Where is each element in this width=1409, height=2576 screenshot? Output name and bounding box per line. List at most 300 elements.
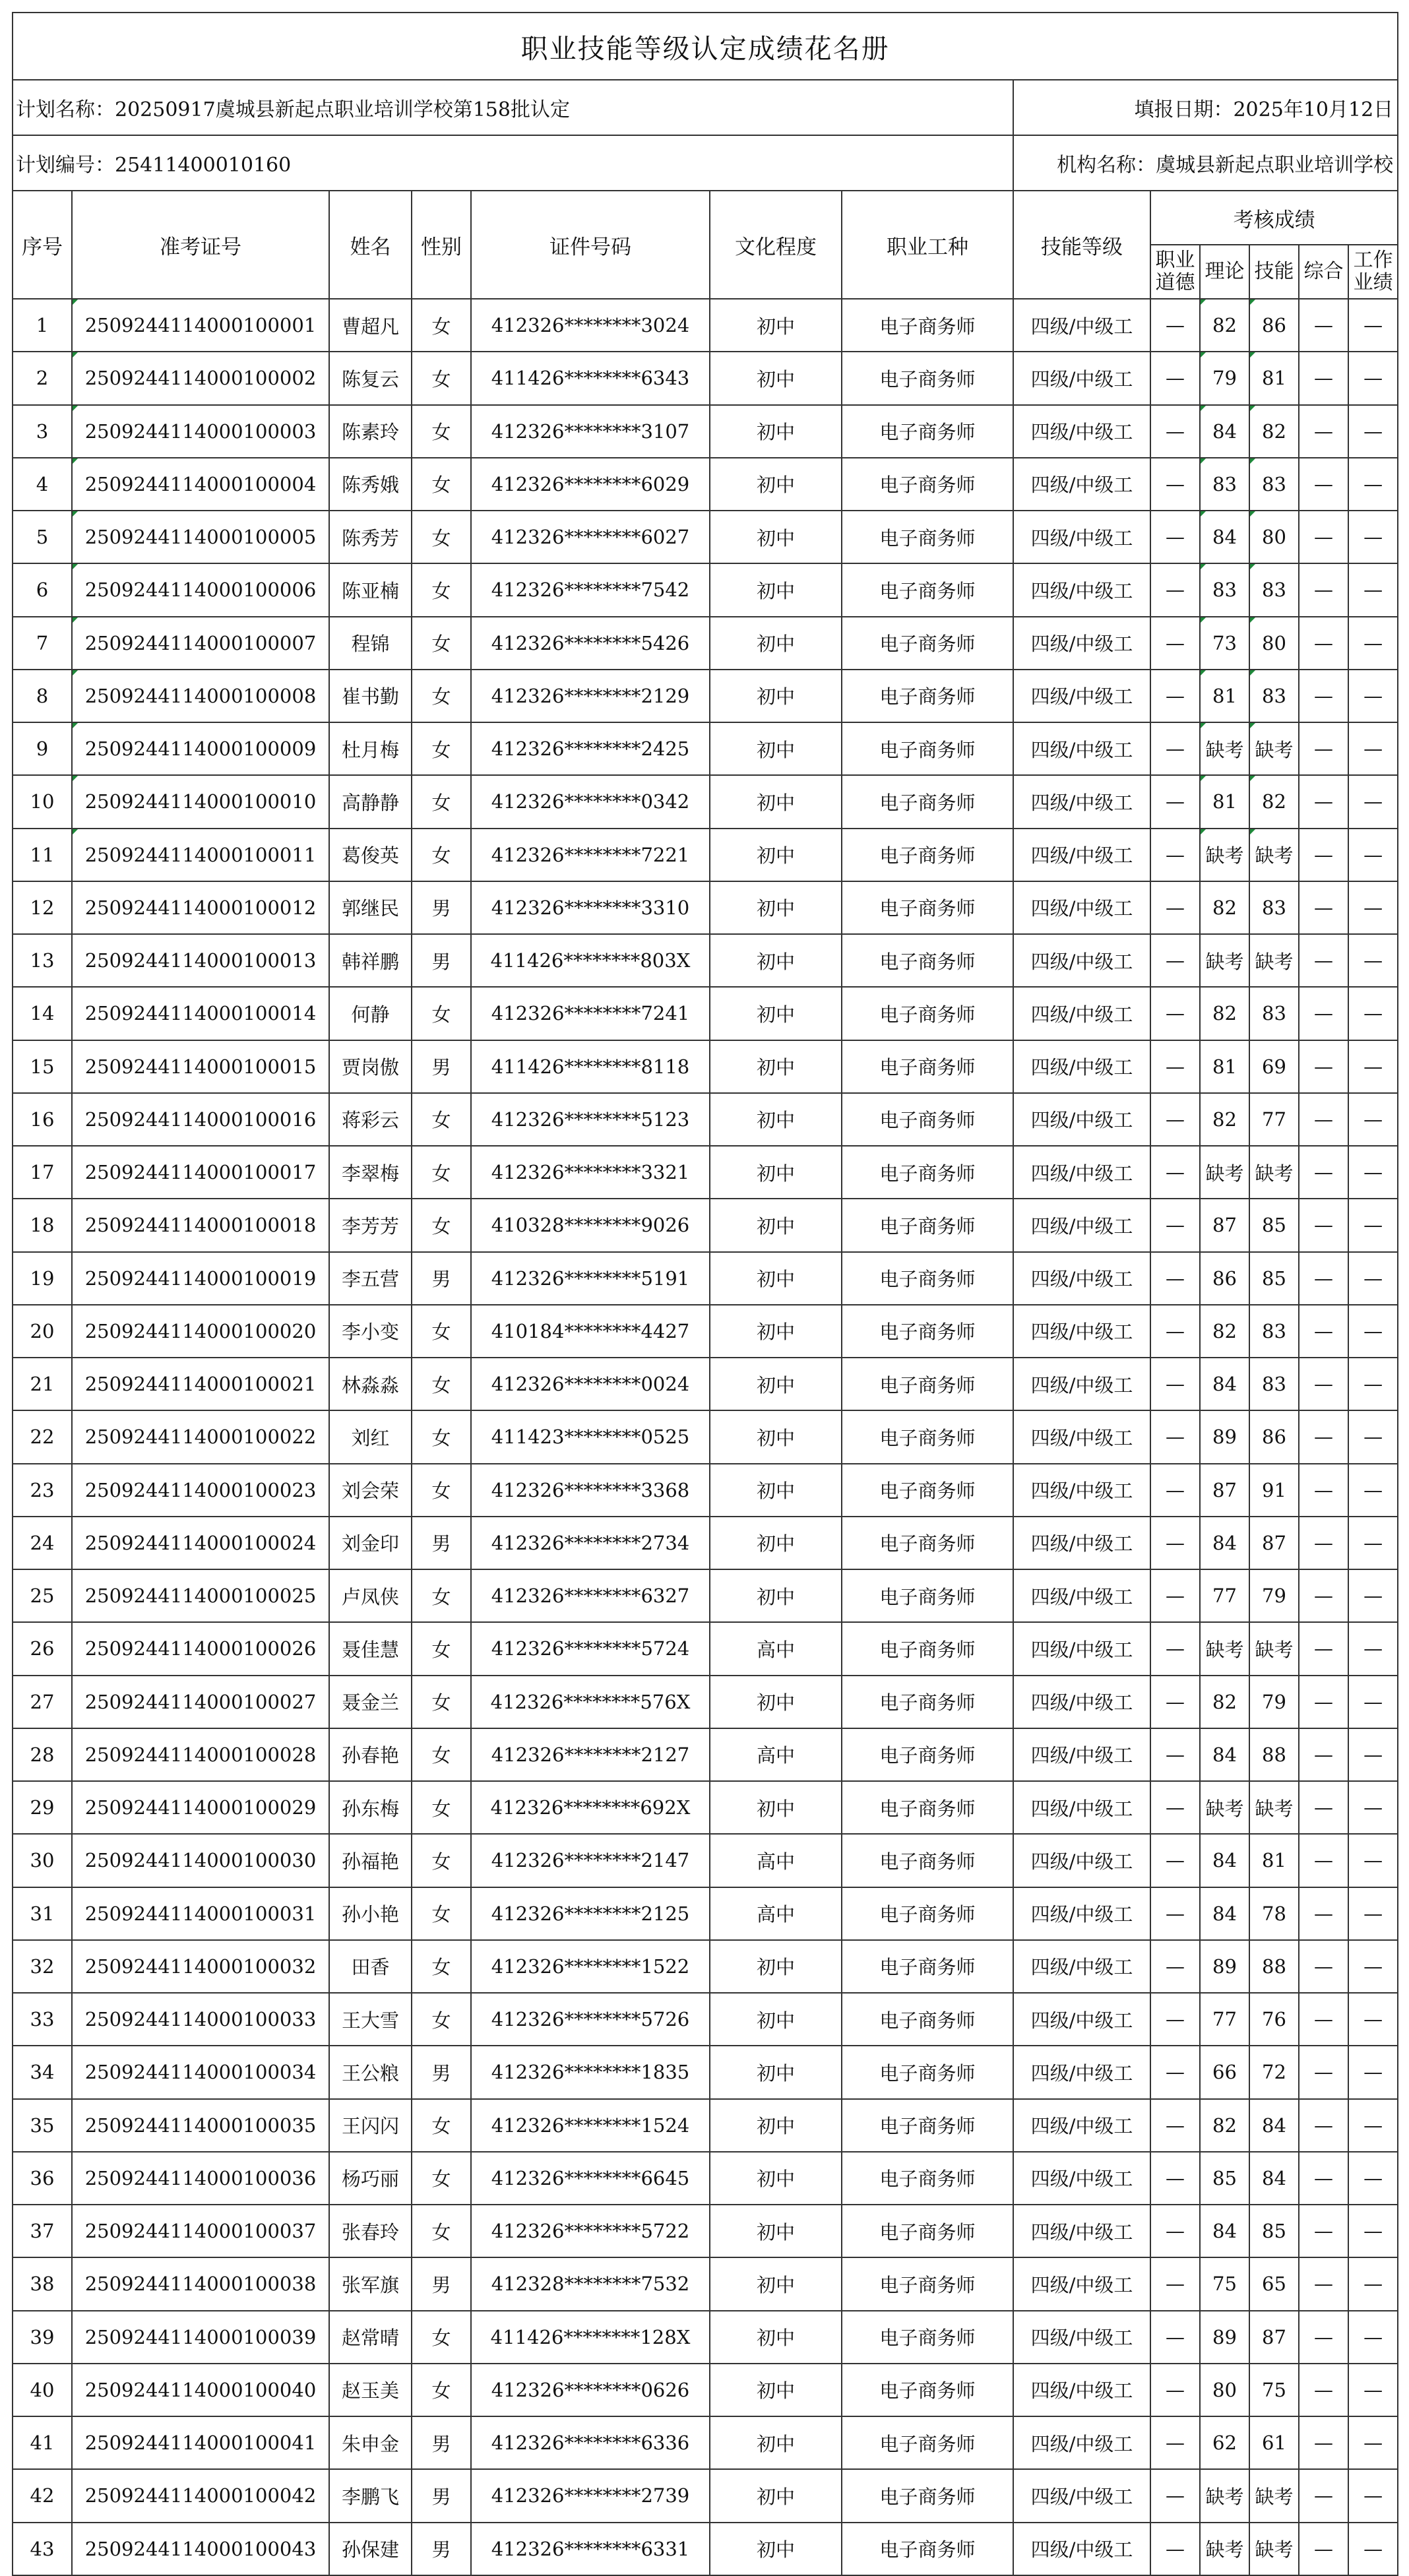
cell-performance: — [1348, 987, 1398, 1040]
cell-exam-no: 2509244114000100006 [72, 563, 329, 616]
cell-occupation: 电子商务师 [842, 1464, 1013, 1517]
cell-skill: 83 [1249, 987, 1299, 1040]
table-row [13, 2152, 1398, 2205]
cell-occupation: 电子商务师 [842, 405, 1013, 458]
cell-comprehensive: — [1299, 1728, 1348, 1781]
column-header-id-no: 证件号码 [471, 191, 710, 299]
cell-theory: 缺考 [1200, 2523, 1249, 2575]
cell-theory: 缺考 [1200, 1146, 1249, 1199]
table-row [13, 987, 1398, 1040]
cell-comprehensive: — [1299, 2311, 1348, 2364]
cell-seq: 12 [13, 881, 72, 934]
cell-comprehensive: — [1299, 1305, 1348, 1358]
cell-education: 初中 [710, 829, 842, 881]
cell-occupation: 电子商务师 [842, 722, 1013, 775]
cell-theory: 缺考 [1200, 1781, 1249, 1834]
table-row [13, 1781, 1398, 1834]
column-header-exam-no: 准考证号 [72, 191, 329, 299]
cell-seq: 23 [13, 1464, 72, 1517]
cell-education: 初中 [710, 670, 842, 722]
cell-ethics: — [1150, 1305, 1200, 1358]
cell-gender: 女 [412, 1622, 471, 1675]
cell-performance: — [1348, 1305, 1398, 1358]
cell-education: 高中 [710, 1622, 842, 1675]
cell-seq: 38 [13, 2257, 72, 2310]
cell-theory: 87 [1200, 1464, 1249, 1517]
table-row [13, 670, 1398, 722]
cell-theory: 77 [1200, 1993, 1249, 2046]
cell-ethics: — [1150, 1569, 1200, 1622]
cell-skill: 87 [1249, 1517, 1299, 1569]
cell-seq: 43 [13, 2523, 72, 2575]
cell-id-no: 412326********5726 [471, 1993, 710, 2046]
cell-name: 杨巧丽 [329, 2152, 412, 2205]
cell-performance: — [1348, 881, 1398, 934]
cell-education: 初中 [710, 881, 842, 934]
cell-ethics: — [1150, 458, 1200, 511]
cell-theory: 缺考 [1200, 829, 1249, 881]
table-row [13, 2469, 1398, 2522]
cell-exam-no: 2509244114000100035 [72, 2099, 329, 2152]
cell-education: 初中 [710, 722, 842, 775]
cell-occupation: 电子商务师 [842, 563, 1013, 616]
cell-exam-no: 2509244114000100022 [72, 1410, 329, 1463]
cell-gender: 男 [412, 1517, 471, 1569]
cell-skill-level: 四级/中级工 [1013, 299, 1150, 352]
cell-ethics: — [1150, 1728, 1200, 1781]
cell-name: 郭继民 [329, 881, 412, 934]
cell-exam-no: 2509244114000100001 [72, 299, 329, 352]
cell-gender: 女 [412, 563, 471, 616]
cell-seq: 37 [13, 2205, 72, 2257]
cell-exam-no: 2509244114000100033 [72, 1993, 329, 2046]
cell-occupation: 电子商务师 [842, 1305, 1013, 1358]
cell-performance: — [1348, 1622, 1398, 1675]
cell-seq: 6 [13, 563, 72, 616]
cell-id-no: 412326********7221 [471, 829, 710, 881]
table-row [13, 829, 1398, 881]
cell-seq: 11 [13, 829, 72, 881]
cell-skill: 83 [1249, 563, 1299, 616]
cell-theory: 80 [1200, 2364, 1249, 2416]
cell-seq: 25 [13, 1569, 72, 1622]
cell-seq: 8 [13, 670, 72, 722]
cell-theory: 82 [1200, 1676, 1249, 1728]
cell-exam-no: 2509244114000100039 [72, 2311, 329, 2364]
cell-gender: 男 [412, 1040, 471, 1093]
table-row [13, 1940, 1398, 1993]
cell-name: 卢凤侠 [329, 1569, 412, 1622]
cell-gender: 女 [412, 1464, 471, 1517]
cell-occupation: 电子商务师 [842, 1622, 1013, 1675]
cell-occupation: 电子商务师 [842, 1146, 1013, 1199]
cell-performance: — [1348, 458, 1398, 511]
cell-exam-no: 2509244114000100032 [72, 1940, 329, 1993]
table-row [13, 2099, 1398, 2152]
table-row [13, 1093, 1398, 1146]
cell-comprehensive: — [1299, 1569, 1348, 1622]
cell-id-no: 412326********3368 [471, 1464, 710, 1517]
cell-name: 孙保建 [329, 2523, 412, 2575]
cell-comprehensive: — [1299, 2205, 1348, 2257]
cell-skill-level: 四级/中级工 [1013, 1464, 1150, 1517]
cell-skill: 75 [1249, 2364, 1299, 2416]
cell-ethics: — [1150, 987, 1200, 1040]
cell-skill-level: 四级/中级工 [1013, 2523, 1150, 2575]
cell-seq: 13 [13, 934, 72, 987]
column-header-skill-level: 技能等级 [1013, 191, 1150, 299]
column-header-comprehensive: 综合 [1299, 245, 1348, 299]
cell-theory: 82 [1200, 987, 1249, 1040]
cell-occupation: 电子商务师 [842, 1358, 1013, 1410]
cell-comprehensive: — [1299, 563, 1348, 616]
cell-id-no: 411426********128X [471, 2311, 710, 2364]
cell-theory: 66 [1200, 2046, 1249, 2098]
cell-exam-no: 2509244114000100026 [72, 1622, 329, 1675]
cell-name: 田香 [329, 1940, 412, 1993]
cell-seq: 4 [13, 458, 72, 511]
cell-theory: 82 [1200, 299, 1249, 352]
cell-ethics: — [1150, 2311, 1200, 2364]
cell-skill: 缺考 [1249, 1622, 1299, 1675]
cell-ethics: — [1150, 1676, 1200, 1728]
cell-occupation: 电子商务师 [842, 1569, 1013, 1622]
cell-education: 高中 [710, 1728, 842, 1781]
cell-skill: 83 [1249, 458, 1299, 511]
cell-comprehensive: — [1299, 775, 1348, 828]
table-row [13, 2311, 1398, 2364]
cell-comprehensive: — [1299, 1358, 1348, 1410]
cell-gender: 女 [412, 2099, 471, 2152]
cell-occupation: 电子商务师 [842, 1093, 1013, 1146]
cell-performance: — [1348, 1676, 1398, 1728]
cell-comprehensive: — [1299, 722, 1348, 775]
cell-comprehensive: — [1299, 1940, 1348, 1993]
cell-education: 初中 [710, 563, 842, 616]
cell-seq: 20 [13, 1305, 72, 1358]
cell-exam-no: 2509244114000100028 [72, 1728, 329, 1781]
cell-gender: 男 [412, 2523, 471, 2575]
cell-theory: 82 [1200, 2099, 1249, 2152]
cell-occupation: 电子商务师 [842, 458, 1013, 511]
cell-id-no: 412326********7241 [471, 987, 710, 1040]
cell-theory: 82 [1200, 1305, 1249, 1358]
cell-performance: — [1348, 405, 1398, 458]
cell-exam-no: 2509244114000100024 [72, 1517, 329, 1569]
cell-seq: 32 [13, 1940, 72, 1993]
cell-comprehensive: — [1299, 2416, 1348, 2469]
cell-skill: 81 [1249, 1834, 1299, 1887]
cell-education: 初中 [710, 511, 842, 563]
cell-seq: 17 [13, 1146, 72, 1199]
cell-name: 孙春艳 [329, 1728, 412, 1781]
cell-id-no: 412326********2734 [471, 1517, 710, 1569]
cell-ethics: — [1150, 829, 1200, 881]
cell-id-no: 412326********6327 [471, 1569, 710, 1622]
cell-id-no: 412326********5123 [471, 1093, 710, 1146]
table-row [13, 299, 1398, 352]
cell-skill-level: 四级/中级工 [1013, 1199, 1150, 1251]
cell-ethics: — [1150, 1199, 1200, 1251]
cell-seq: 30 [13, 1834, 72, 1887]
cell-skill-level: 四级/中级工 [1013, 1993, 1150, 2046]
cell-ethics: — [1150, 2046, 1200, 2098]
cell-theory: 84 [1200, 1834, 1249, 1887]
table-row [13, 1358, 1398, 1410]
cell-gender: 女 [412, 775, 471, 828]
cell-gender: 女 [412, 458, 471, 511]
cell-seq: 36 [13, 2152, 72, 2205]
cell-gender: 女 [412, 1834, 471, 1887]
cell-performance: — [1348, 2099, 1398, 2152]
cell-seq: 16 [13, 1093, 72, 1146]
table-row [13, 1728, 1398, 1781]
column-header-occupation: 职业工种 [842, 191, 1013, 299]
cell-ethics: — [1150, 1622, 1200, 1675]
table-row [13, 934, 1398, 987]
cell-occupation: 电子商务师 [842, 2311, 1013, 2364]
cell-seq: 3 [13, 405, 72, 458]
cell-exam-no: 2509244114000100007 [72, 617, 329, 670]
cell-id-no: 412326********2425 [471, 722, 710, 775]
cell-exam-no: 2509244114000100043 [72, 2523, 329, 2575]
cell-performance: — [1348, 934, 1398, 987]
cell-theory: 81 [1200, 1040, 1249, 1093]
cell-gender: 女 [412, 1728, 471, 1781]
cell-education: 初中 [710, 2152, 842, 2205]
column-header-gender: 性别 [412, 191, 471, 299]
cell-comprehensive: — [1299, 458, 1348, 511]
cell-seq: 41 [13, 2416, 72, 2469]
cell-exam-no: 2509244114000100037 [72, 2205, 329, 2257]
cell-skill-level: 四级/中级工 [1013, 1358, 1150, 1410]
cell-id-no: 411426********8118 [471, 1040, 710, 1093]
cell-skill: 缺考 [1249, 722, 1299, 775]
cell-comprehensive: — [1299, 1834, 1348, 1887]
cell-performance: — [1348, 2523, 1398, 2575]
cell-gender: 女 [412, 1146, 471, 1199]
cell-theory: 75 [1200, 2257, 1249, 2310]
cell-performance: — [1348, 1093, 1398, 1146]
cell-name: 李五营 [329, 1252, 412, 1305]
cell-theory: 79 [1200, 352, 1249, 404]
cell-id-no: 412326********2129 [471, 670, 710, 722]
cell-seq: 9 [13, 722, 72, 775]
table-row [13, 2364, 1398, 2416]
cell-id-no: 412326********2739 [471, 2469, 710, 2522]
cell-exam-no: 2509244114000100030 [72, 1834, 329, 1887]
fill-date: 填报日期：2025年10月12日 [1013, 80, 1398, 135]
cell-id-no: 412326********2127 [471, 1728, 710, 1781]
cell-exam-no: 2509244114000100034 [72, 2046, 329, 2098]
cell-skill-level: 四级/中级工 [1013, 722, 1150, 775]
cell-theory: 62 [1200, 2416, 1249, 2469]
cell-skill: 缺考 [1249, 1781, 1299, 1834]
cell-ethics: — [1150, 2364, 1200, 2416]
cell-id-no: 412326********6645 [471, 2152, 710, 2205]
cell-skill-level: 四级/中级工 [1013, 1305, 1150, 1358]
column-header-theory: 理论 [1200, 245, 1249, 299]
cell-exam-no: 2509244114000100011 [72, 829, 329, 881]
cell-education: 初中 [710, 2416, 842, 2469]
cell-name: 陈秀娥 [329, 458, 412, 511]
cell-skill: 72 [1249, 2046, 1299, 2098]
cell-id-no: 412326********0342 [471, 775, 710, 828]
cell-exam-no: 2509244114000100040 [72, 2364, 329, 2416]
cell-id-no: 412326********1522 [471, 1940, 710, 1993]
cell-theory: 84 [1200, 511, 1249, 563]
cell-occupation: 电子商务师 [842, 2469, 1013, 2522]
cell-ethics: — [1150, 1093, 1200, 1146]
cell-name: 陈亚楠 [329, 563, 412, 616]
column-header-scores: 考核成绩 [1150, 191, 1398, 245]
cell-ethics: — [1150, 1146, 1200, 1199]
cell-exam-no: 2509244114000100008 [72, 670, 329, 722]
cell-gender: 女 [412, 405, 471, 458]
cell-occupation: 电子商务师 [842, 1252, 1013, 1305]
cell-comprehensive: — [1299, 352, 1348, 404]
cell-occupation: 电子商务师 [842, 1410, 1013, 1463]
cell-theory: 缺考 [1200, 934, 1249, 987]
cell-id-no: 412326********5191 [471, 1252, 710, 1305]
cell-skill-level: 四级/中级工 [1013, 1887, 1150, 1940]
cell-skill: 83 [1249, 881, 1299, 934]
cell-education: 初中 [710, 1940, 842, 1993]
cell-education: 初中 [710, 1358, 842, 1410]
cell-performance: — [1348, 722, 1398, 775]
cell-comprehensive: — [1299, 2257, 1348, 2310]
cell-id-no: 412326********3024 [471, 299, 710, 352]
cell-theory: 缺考 [1200, 1622, 1249, 1675]
table-row [13, 458, 1398, 511]
cell-name: 王闪闪 [329, 2099, 412, 2152]
cell-occupation: 电子商务师 [842, 2205, 1013, 2257]
cell-exam-no: 2509244114000100042 [72, 2469, 329, 2522]
cell-occupation: 电子商务师 [842, 2152, 1013, 2205]
cell-exam-no: 2509244114000100004 [72, 458, 329, 511]
cell-skill: 83 [1249, 1305, 1299, 1358]
cell-comprehensive: — [1299, 987, 1348, 1040]
cell-id-no: 412326********7542 [471, 563, 710, 616]
cell-ethics: — [1150, 299, 1200, 352]
cell-skill-level: 四级/中级工 [1013, 1781, 1150, 1834]
cell-gender: 女 [412, 1410, 471, 1463]
cell-skill: 76 [1249, 1993, 1299, 2046]
cell-skill: 78 [1249, 1887, 1299, 1940]
cell-comprehensive: — [1299, 1464, 1348, 1517]
cell-id-no: 410328********9026 [471, 1199, 710, 1251]
cell-ethics: — [1150, 670, 1200, 722]
cell-id-no: 412326********692X [471, 1781, 710, 1834]
cell-gender: 女 [412, 1305, 471, 1358]
cell-ethics: — [1150, 1358, 1200, 1410]
cell-gender: 女 [412, 352, 471, 404]
cell-skill-level: 四级/中级工 [1013, 1146, 1150, 1199]
cell-name: 张军旗 [329, 2257, 412, 2310]
cell-comprehensive: — [1299, 670, 1348, 722]
cell-skill: 83 [1249, 1358, 1299, 1410]
table-row [13, 1464, 1398, 1517]
cell-performance: — [1348, 617, 1398, 670]
cell-performance: — [1348, 1517, 1398, 1569]
cell-name: 陈复云 [329, 352, 412, 404]
cell-education: 初中 [710, 1517, 842, 1569]
cell-education: 初中 [710, 1993, 842, 2046]
cell-comprehensive: — [1299, 1676, 1348, 1728]
cell-id-no: 412326********0626 [471, 2364, 710, 2416]
table-row [13, 2257, 1398, 2310]
organization-name: 机构名称：虞城县新起点职业培训学校 [1013, 135, 1398, 191]
cell-skill-level: 四级/中级工 [1013, 2257, 1150, 2310]
cell-performance: — [1348, 1252, 1398, 1305]
cell-performance: — [1348, 1569, 1398, 1622]
cell-ethics: — [1150, 881, 1200, 934]
cell-gender: 男 [412, 2469, 471, 2522]
cell-performance: — [1348, 2152, 1398, 2205]
cell-ethics: — [1150, 2469, 1200, 2522]
table-row [13, 2205, 1398, 2257]
cell-occupation: 电子商务师 [842, 934, 1013, 987]
table-row [13, 1040, 1398, 1093]
cell-comprehensive: — [1299, 405, 1348, 458]
cell-skill-level: 四级/中级工 [1013, 670, 1150, 722]
table-row [13, 1252, 1398, 1305]
cell-comprehensive: — [1299, 1040, 1348, 1093]
plan-number: 计划编号：25411400010160 [13, 135, 1013, 191]
cell-performance: — [1348, 2416, 1398, 2469]
cell-education: 初中 [710, 1464, 842, 1517]
cell-seq: 1 [13, 299, 72, 352]
cell-skill: 82 [1249, 775, 1299, 828]
cell-comprehensive: — [1299, 1146, 1348, 1199]
cell-skill: 84 [1249, 2099, 1299, 2152]
cell-theory: 84 [1200, 2205, 1249, 2257]
cell-skill-level: 四级/中级工 [1013, 1622, 1150, 1675]
cell-ethics: — [1150, 775, 1200, 828]
cell-education: 初中 [710, 1199, 842, 1251]
cell-occupation: 电子商务师 [842, 2099, 1013, 2152]
cell-skill-level: 四级/中级工 [1013, 2311, 1150, 2364]
cell-seq: 42 [13, 2469, 72, 2522]
cell-id-no: 411426********803X [471, 934, 710, 987]
cell-name: 高静静 [329, 775, 412, 828]
cell-occupation: 电子商务师 [842, 1887, 1013, 1940]
cell-gender: 女 [412, 1093, 471, 1146]
cell-skill-level: 四级/中级工 [1013, 2469, 1150, 2522]
cell-seq: 2 [13, 352, 72, 404]
cell-skill: 84 [1249, 2152, 1299, 2205]
cell-name: 李翠梅 [329, 1146, 412, 1199]
cell-name: 刘金印 [329, 1517, 412, 1569]
cell-seq: 24 [13, 1517, 72, 1569]
cell-ethics: — [1150, 617, 1200, 670]
cell-id-no: 412326********3107 [471, 405, 710, 458]
cell-theory: 82 [1200, 1093, 1249, 1146]
cell-comprehensive: — [1299, 2046, 1348, 2098]
cell-seq: 7 [13, 617, 72, 670]
table-row [13, 1993, 1398, 2046]
cell-ethics: — [1150, 511, 1200, 563]
table-row [13, 511, 1398, 563]
cell-performance: — [1348, 1040, 1398, 1093]
cell-theory: 84 [1200, 1887, 1249, 1940]
column-header-ethics: 职业道德 [1150, 245, 1200, 299]
cell-education: 初中 [710, 1093, 842, 1146]
cell-name: 蒋彩云 [329, 1093, 412, 1146]
cell-performance: — [1348, 1146, 1398, 1199]
table-row [13, 1834, 1398, 1887]
cell-theory: 82 [1200, 881, 1249, 934]
